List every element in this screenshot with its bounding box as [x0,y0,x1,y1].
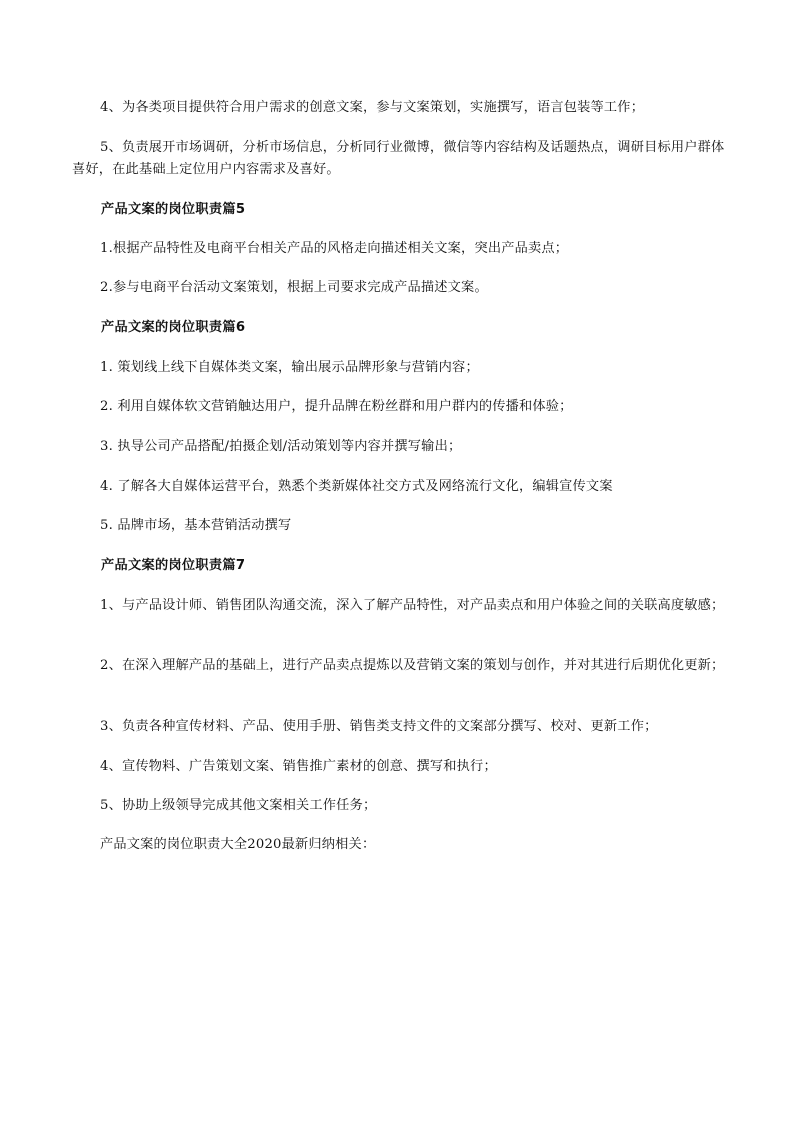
footer-line: 产品文案的岗位职责大全2020最新归纳相关： [100,837,376,852]
section-6-item-1: 1. 策划线上线下自媒体类文案，输出展示品牌形象与营销内容； [100,360,479,375]
section-6-item-4: 4. 了解各大自媒体运营平台，熟悉个类新媒体社交方式及网络流行文化，编辑宣传文案 [100,479,613,494]
section-6-item-3: 3. 执导公司产品搭配/拍摄企划/活动策划等内容并撰写输出； [100,439,462,454]
section-7-item-2: 2、在深入理解产品的基础上，进行产品卖点提炼以及营销文案的策划与创作，并对其进行后期优化更新； [100,658,725,673]
section-5-item-2: 2.参与电商平台活动文案策划，根据上司要求完成产品描述文案。 [100,280,488,295]
top-item-5: 5、负责展开市场调研，分析市场信息，分析同行业微博，微信等内容结构及话题热点，调研目标用户群体喜好，在此基础上定位用户内容需求及喜好。 [72,140,725,177]
section-6-item-2: 2. 利用自媒体软文营销触达用户，提升品牌在粉丝群和用户群内的传播和体验； [100,399,573,414]
section-5-item-1: 1.根据产品特性及电商平台相关产品的风格走向描述相关文案，突出产品卖点； [100,241,569,256]
section-7-item-1: 1、与产品设计师、销售团队沟通交流，深入了解产品特性，对产品卖点和用户体验之间的关联高度敏感； [100,598,725,613]
section-5-heading: 产品文案的岗位职责篇5 [101,202,246,217]
section-6-heading: 产品文案的岗位职责篇6 [101,320,246,335]
section-7-item-3: 3、负责各种宣传材料、产品、使用手册、销售类支持文件的文案部分撰写、校对、更新工作； [100,719,658,734]
section-7-heading: 产品文案的岗位职责篇7 [101,558,246,573]
section-7-item-5: 5、协助上级领导完成其他文案相关工作任务； [100,798,377,813]
section-7-item-4: 4、宣传物料、广告策划文案、销售推广素材的创意、撰写和执行； [100,759,497,774]
top-item-4: 4、为各类项目提供符合用户需求的创意文案，参与文案策划，实施撰写，语言包装等工作； [100,100,645,115]
section-6-item-5: 5. 品牌市场，基本营销活动撰写 [100,518,292,533]
